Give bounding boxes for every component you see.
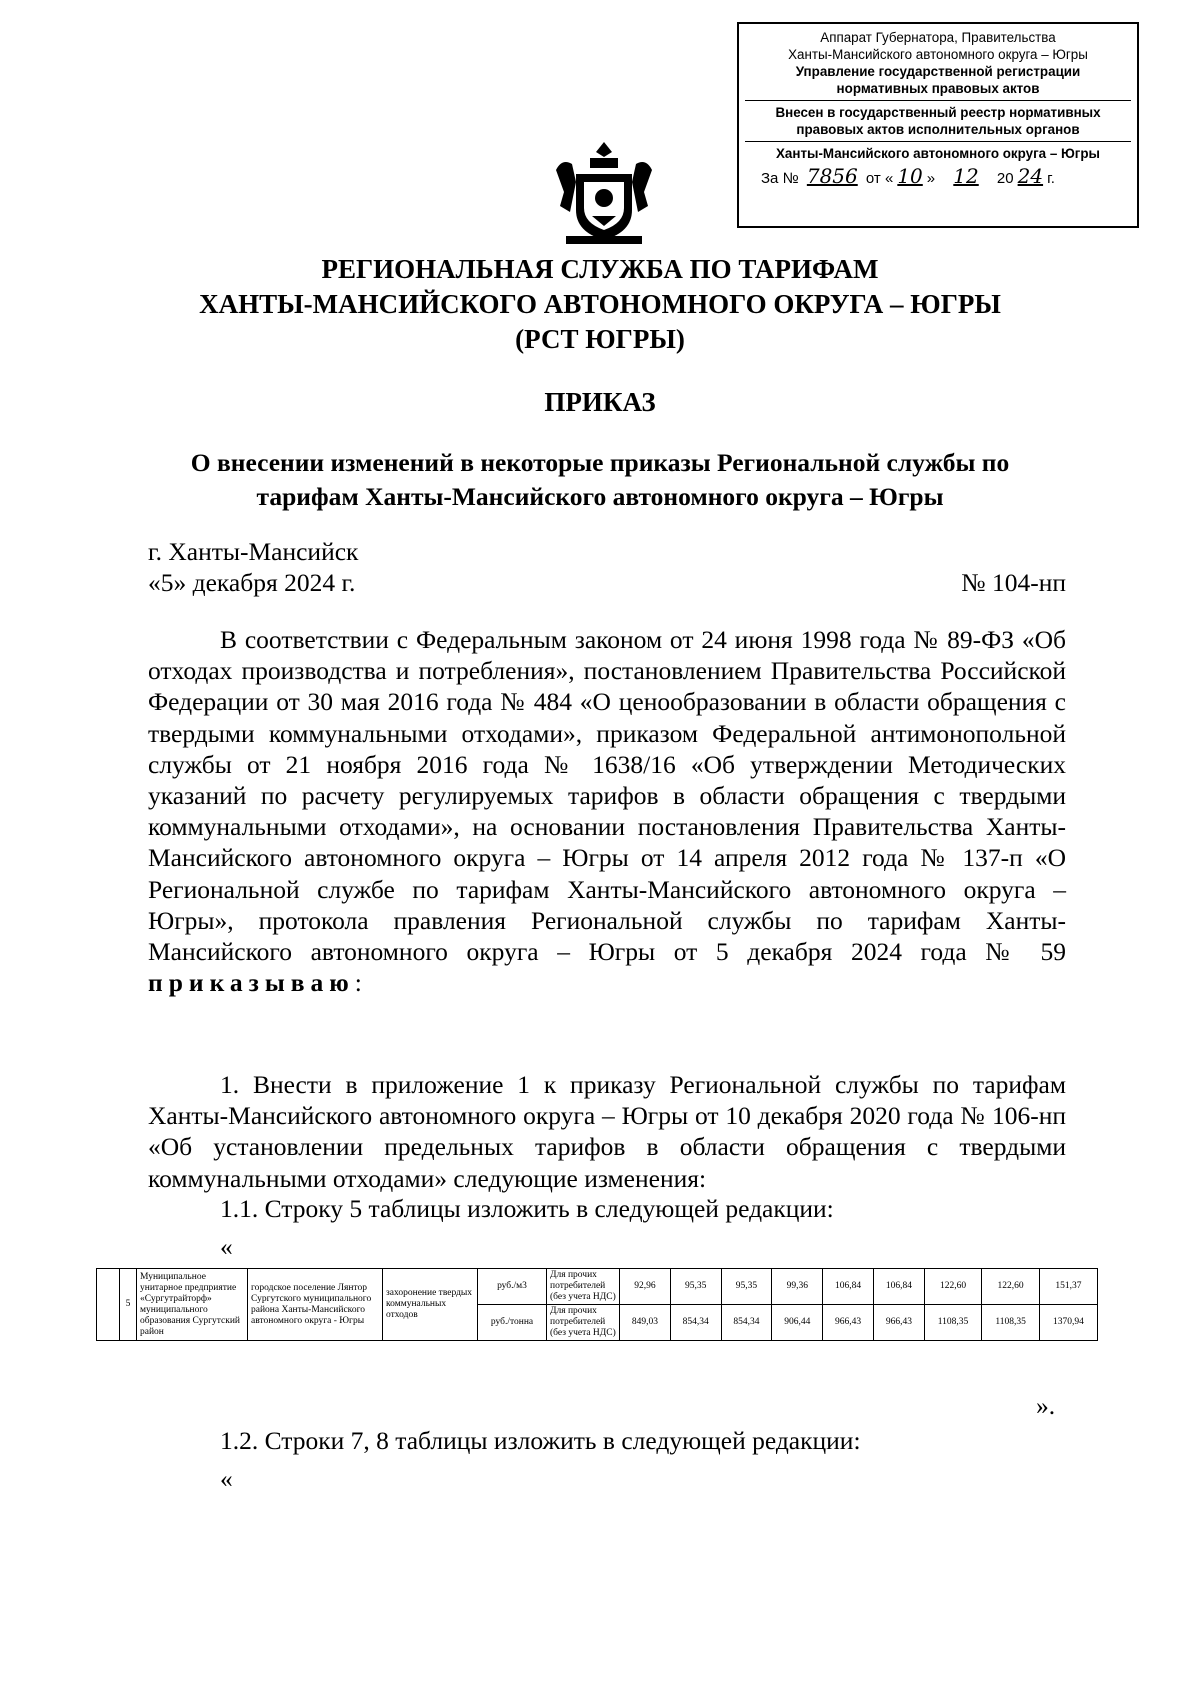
orders-colon: : xyxy=(354,968,362,998)
stamp-reg-year-suffix: г. xyxy=(1047,170,1055,187)
coat-of-arms-icon xyxy=(552,140,656,248)
stamp-line-2: Ханты-Мансийского автономного округа – Югры xyxy=(788,47,1088,62)
item-1-paragraph: 1. Внести в приложение 1 к приказу Региональной службы по тарифам Ханты-Мансийского автономного округа – Югры от 10 декабря 2020 года № 106-нп «Об установлении предельных тарифов в области обращения с твердыми коммунальными отходами» следующие изменения: xyxy=(148,1070,1066,1193)
stamp-reg-number: 7856 xyxy=(806,164,858,188)
document-number: № 104-нп xyxy=(961,568,1066,597)
table-cell-consumer: Для прочих потребителей (без учета НДС) xyxy=(547,1305,620,1341)
table-cell-value: 966,43 xyxy=(823,1305,874,1341)
open-quote: « xyxy=(220,1464,233,1493)
org-line-3: (РСТ ЮГРЫ) xyxy=(515,324,685,354)
stamp-reg-month: 12 xyxy=(953,164,979,188)
stamp-reg-year: 24 xyxy=(1017,164,1044,188)
table-cell-value: 151,37 xyxy=(1039,1269,1097,1305)
table-cell-value: 106,84 xyxy=(823,1269,874,1305)
table-cell-value: 854,34 xyxy=(670,1305,721,1341)
open-quote: « xyxy=(220,1232,233,1261)
document-date: «5» декабря 2024 г. xyxy=(148,568,356,597)
stamp-line-7: Ханты-Мансийского автономного округа – Югры xyxy=(775,146,1100,161)
table-cell-organization: Муниципальное унитарное предприятие «Сургутрайторф» муниципального образования Сургутский район xyxy=(137,1269,248,1341)
preamble-paragraph xyxy=(148,624,1066,998)
table-cell-value: 122,60 xyxy=(924,1269,982,1305)
registration-stamp xyxy=(737,22,1139,228)
preamble-text: В соответствии с Федеральным законом от 24 июня 1998 года № 89-ФЗ «Об отходах производства и потребления», постановлением Правительства Российской Федерации от 30 мая 2016 года № 484 «О ценообразовании в области обращения с твердыми коммунальными отходами», приказом Федеральной антимонопольной службы от 21 ноября 2016 года № 1638/16 «Об утверждении Методических указаний по расчету регулируемых тарифов в области обращения с твердыми коммунальными отходами», на основании постановления Правительства Ханты-Мансийского автономного округа – Югры от 14 апреля 2012 года № 137-п «О Региональной службе по тарифам Ханты-Мансийского автономного округа – Югры», протокола правления Региональной службы по тарифам Ханты-Мансийского автономного округа – Югры от 5 декабря 2024 года № 59 xyxy=(148,625,1066,967)
stamp-reg-prefix: За № xyxy=(761,170,799,187)
org-line-2: ХАНТЫ-МАНСИЙСКОГО АВТОНОМНОГО ОКРУГА – ЮГРЫ xyxy=(199,289,1001,319)
table-cell-unit: руб./тонна xyxy=(478,1305,547,1341)
table-cell-unit: руб./м3 xyxy=(478,1269,547,1305)
table-cell-value: 95,35 xyxy=(670,1269,721,1305)
table-cell-value: 1108,35 xyxy=(982,1305,1040,1341)
tariff-table xyxy=(96,1268,1098,1341)
item-1-2: 1.2. Строки 7, 8 таблицы изложить в следующей редакции: xyxy=(220,1426,861,1455)
table-cell-row-number: 5 xyxy=(120,1269,137,1341)
table-cell-value: 854,34 xyxy=(721,1305,772,1341)
stamp-line-4: нормативных правовых актов xyxy=(836,81,1040,96)
stamp-line-6: правовых актов исполнительных органов xyxy=(796,122,1080,137)
table-cell-value: 906,44 xyxy=(772,1305,823,1341)
item-1-1: 1.1. Строку 5 таблицы изложить в следующей редакции: xyxy=(220,1194,834,1223)
subject-line-1: О внесении изменений в некоторые приказы Региональной службы по xyxy=(190,448,1010,477)
table-cell-value: 95,35 xyxy=(721,1269,772,1305)
table-cell-value: 849,03 xyxy=(620,1305,671,1341)
table-cell-value: 122,60 xyxy=(982,1269,1040,1305)
table-cell-empty xyxy=(97,1269,120,1341)
stamp-divider xyxy=(745,141,1131,142)
table-cell-value: 1370,94 xyxy=(1039,1305,1097,1341)
stamp-reg-day-close: » xyxy=(926,170,936,187)
stamp-line-3: Управление государственной регистрации xyxy=(795,64,1081,79)
stamp-registration-line xyxy=(739,164,1137,188)
organization-name xyxy=(0,252,1200,357)
close-quote: ». xyxy=(1036,1391,1056,1420)
subject-line-2: тарифам Ханты-Мансийского автономного округа – Югры xyxy=(256,482,944,511)
document-city: г. Ханты-Мансийск xyxy=(148,537,359,566)
table-cell-value: 1108,35 xyxy=(924,1305,982,1341)
stamp-line-1: Аппарат Губернатора, Правительства xyxy=(820,30,1056,45)
orders-word: приказываю xyxy=(148,968,355,998)
stamp-divider xyxy=(745,100,1131,101)
org-line-1: РЕГИОНАЛЬНАЯ СЛУЖБА ПО ТАРИФАМ xyxy=(321,254,879,284)
table-cell-value: 99,36 xyxy=(772,1269,823,1305)
table-row xyxy=(97,1269,1098,1305)
table-cell-consumer: Для прочих потребителей (без учета НДС) xyxy=(547,1269,620,1305)
stamp-line-5: Внесен в государственный реестр нормативных xyxy=(775,105,1101,120)
document-type: ПРИКАЗ xyxy=(544,387,656,417)
table-cell-value: 106,84 xyxy=(873,1269,924,1305)
document-subject xyxy=(0,446,1200,514)
table-cell-value: 966,43 xyxy=(873,1305,924,1341)
table-cell-activity: захоронение твердых коммунальных отходов xyxy=(383,1269,478,1341)
stamp-reg-day: 10 xyxy=(897,164,923,188)
table-cell-value: 92,96 xyxy=(620,1269,671,1305)
table-cell-territory: городское поселение Лянтор Сургутского муниципального района Ханты-Мансийского автономного округа - Югры xyxy=(248,1269,383,1341)
stamp-reg-from: от « xyxy=(865,170,894,187)
stamp-reg-year-prefix: 20 xyxy=(996,170,1014,187)
